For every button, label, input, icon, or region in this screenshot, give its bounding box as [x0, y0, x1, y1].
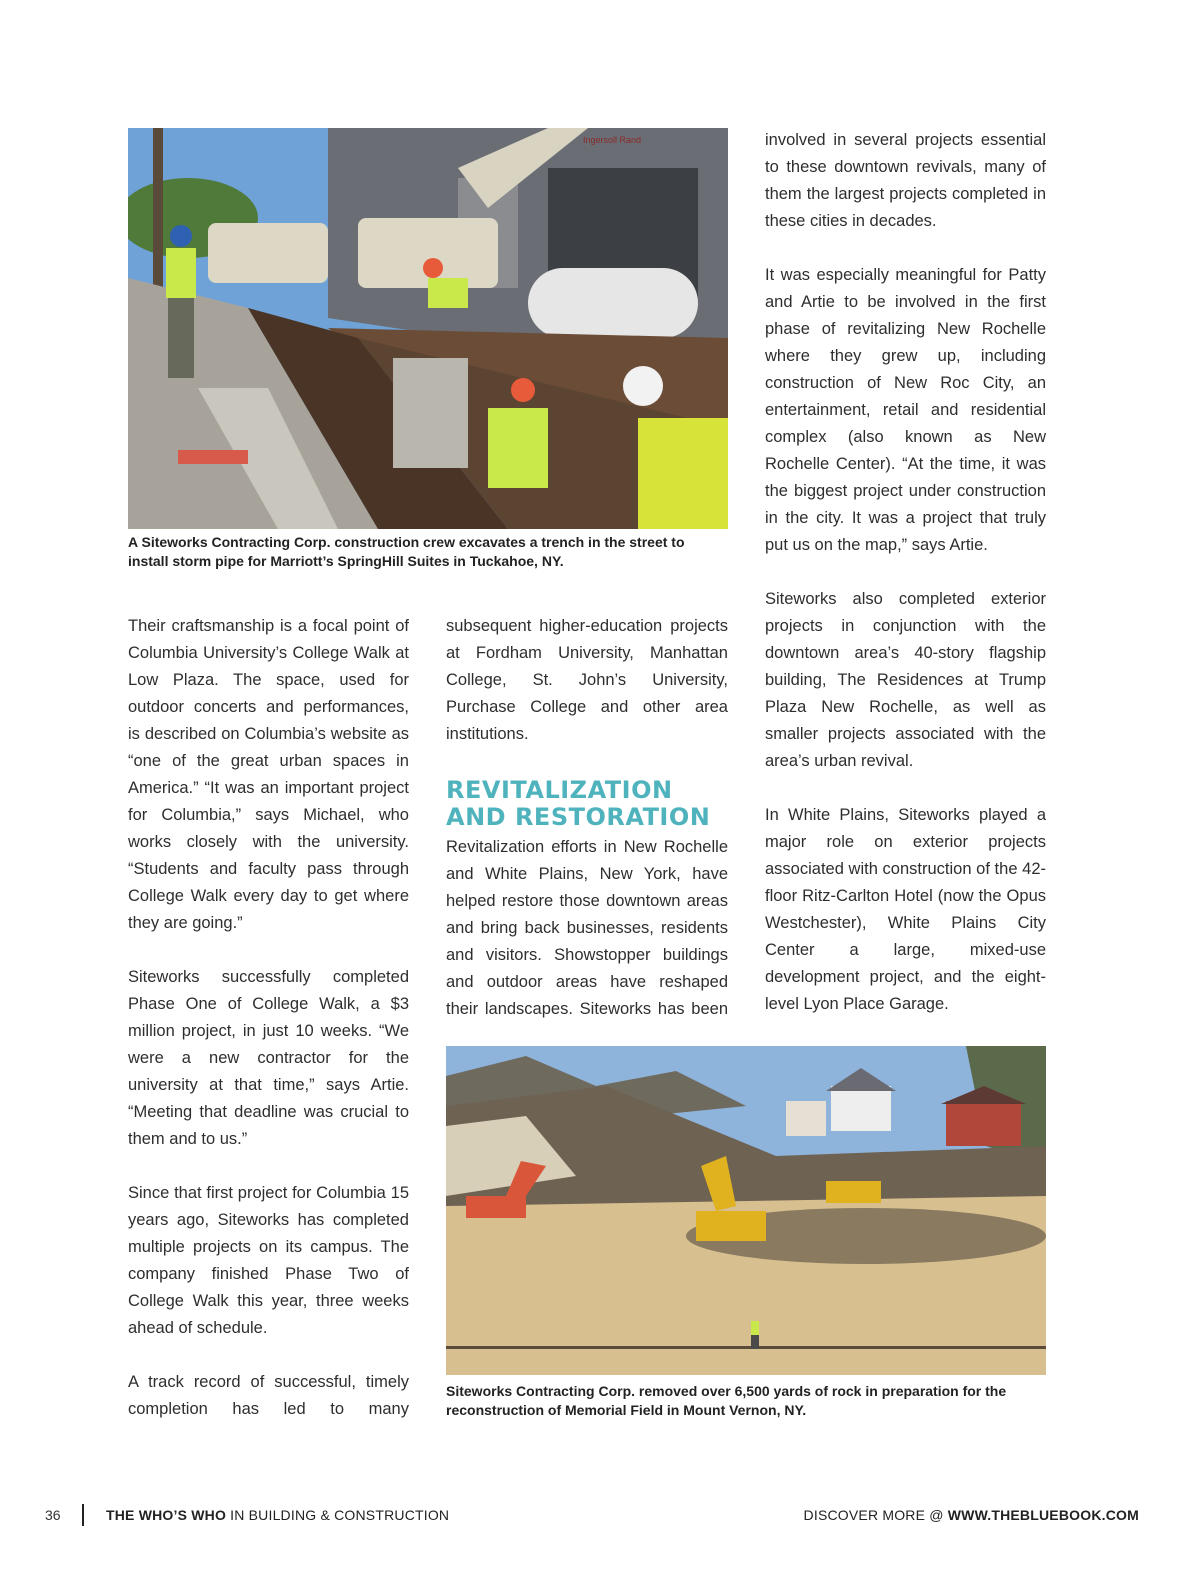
col1-paragraph-2: Siteworks successfully completed Phase One of College Walk, a $3 million project, in just 10 weeks. “We were a new contractor for the university at that time,” says Artie. “Meeting that deadline was crucial to them and to us.”: [128, 968, 409, 1148]
col3-paragraph-1: involved in several projects essential to these downtown revivals, many of them the largest projects completed in these cities in decades.: [765, 131, 1046, 230]
publication-title-rest: IN BUILDING & CONSTRUCTION: [226, 1507, 450, 1523]
column-3: [765, 127, 1046, 1018]
section-heading: [446, 777, 728, 831]
col3-paragraph-3: Siteworks also completed exterior projects in conjunction with the downtown area’s 40-story flagship building, The Residences at Trump Plaza New Rochelle, as well as smaller projects associated with the area’s urban revival.: [765, 590, 1046, 770]
col1-paragraph-4: A track record of successful, timely completion has led to many: [128, 1373, 409, 1418]
section-heading-line-1: REVITALIZATION: [446, 776, 673, 804]
publication-title-bold: THE WHO’S WHO: [106, 1507, 227, 1523]
discover-more: [804, 1507, 1139, 1523]
discover-label: DISCOVER MORE @: [803, 1507, 948, 1523]
col3-paragraph-2: It was especially meaningful for Patty and Artie to be involved in the first phase of revitalizing New Rochelle where they grew up, including construction of New Roc City, an entertainment, retail and residential complex (also known as New Rochelle Center). “At the time, it was the biggest project under construction in the city. It was a project that truly put us on the map,” says Artie.: [765, 266, 1046, 554]
col1-paragraph-1: Their craftsmanship is a focal point of Columbia University’s College Walk at Low Plaza. The space, used for outdoor concerts and performances, is described on Columbia’s website as “one of the great urban spaces in America.” “It was an important project for Columbia,” says Michael, who works closely with the university. “Students and faculty pass through College Walk every day to get where they are going.”: [128, 617, 409, 932]
publication-title: [106, 1507, 449, 1523]
column-2: [446, 613, 728, 1023]
page-number: 36: [45, 1507, 61, 1523]
rock-removal-photo: [446, 1046, 1046, 1375]
col1-paragraph-3: Since that first project for Columbia 15 years ago, Siteworks has completed multiple projects on its campus. The company finished Phase Two of College Walk this year, three weeks ahead of schedule.: [128, 1184, 409, 1337]
col2-paragraph-1: subsequent higher-education projects at Fordham University, Manhattan College, St. John’s University, Purchase College and other area institutions.: [446, 617, 728, 743]
machine-brand-label: Ingersoll Rand: [583, 135, 642, 145]
photo1-caption: A Siteworks Contracting Corp. construction crew excavates a trench in the street to install storm pipe for Marriott’s SpringHill Suites in Tuckahoe, NY.: [128, 534, 685, 569]
col2-paragraph-2: Revitalization efforts in New Rochelle and White Plains, New York, have helped restore those downtown areas and bring back businesses, residents and visitors. Showstopper buildings and outdoor areas have reshaped their landscapes. Siteworks has been: [446, 838, 728, 1018]
website-link[interactable]: WWW.THEBLUEBOOK.COM: [947, 1507, 1139, 1523]
trench-excavation-photo: [128, 128, 728, 529]
footer-divider: [82, 1504, 84, 1526]
col3-paragraph-4: In White Plains, Siteworks played a major role on exterior projects associated with construction of the 42-floor Ritz-Carlton Hotel (now the Opus Westchester), White Plains City Center a large, mixed-use development project, and the eight-level Lyon Place Garage.: [765, 806, 1046, 1013]
column-1: [128, 613, 409, 1423]
photo2-caption: Siteworks Contracting Corp. removed over 6,500 yards of rock in preparation for the reconstruction of Memorial Field in Mount Vernon, NY.: [446, 1383, 1007, 1418]
section-heading-line-2: AND RESTORATION: [446, 803, 711, 831]
